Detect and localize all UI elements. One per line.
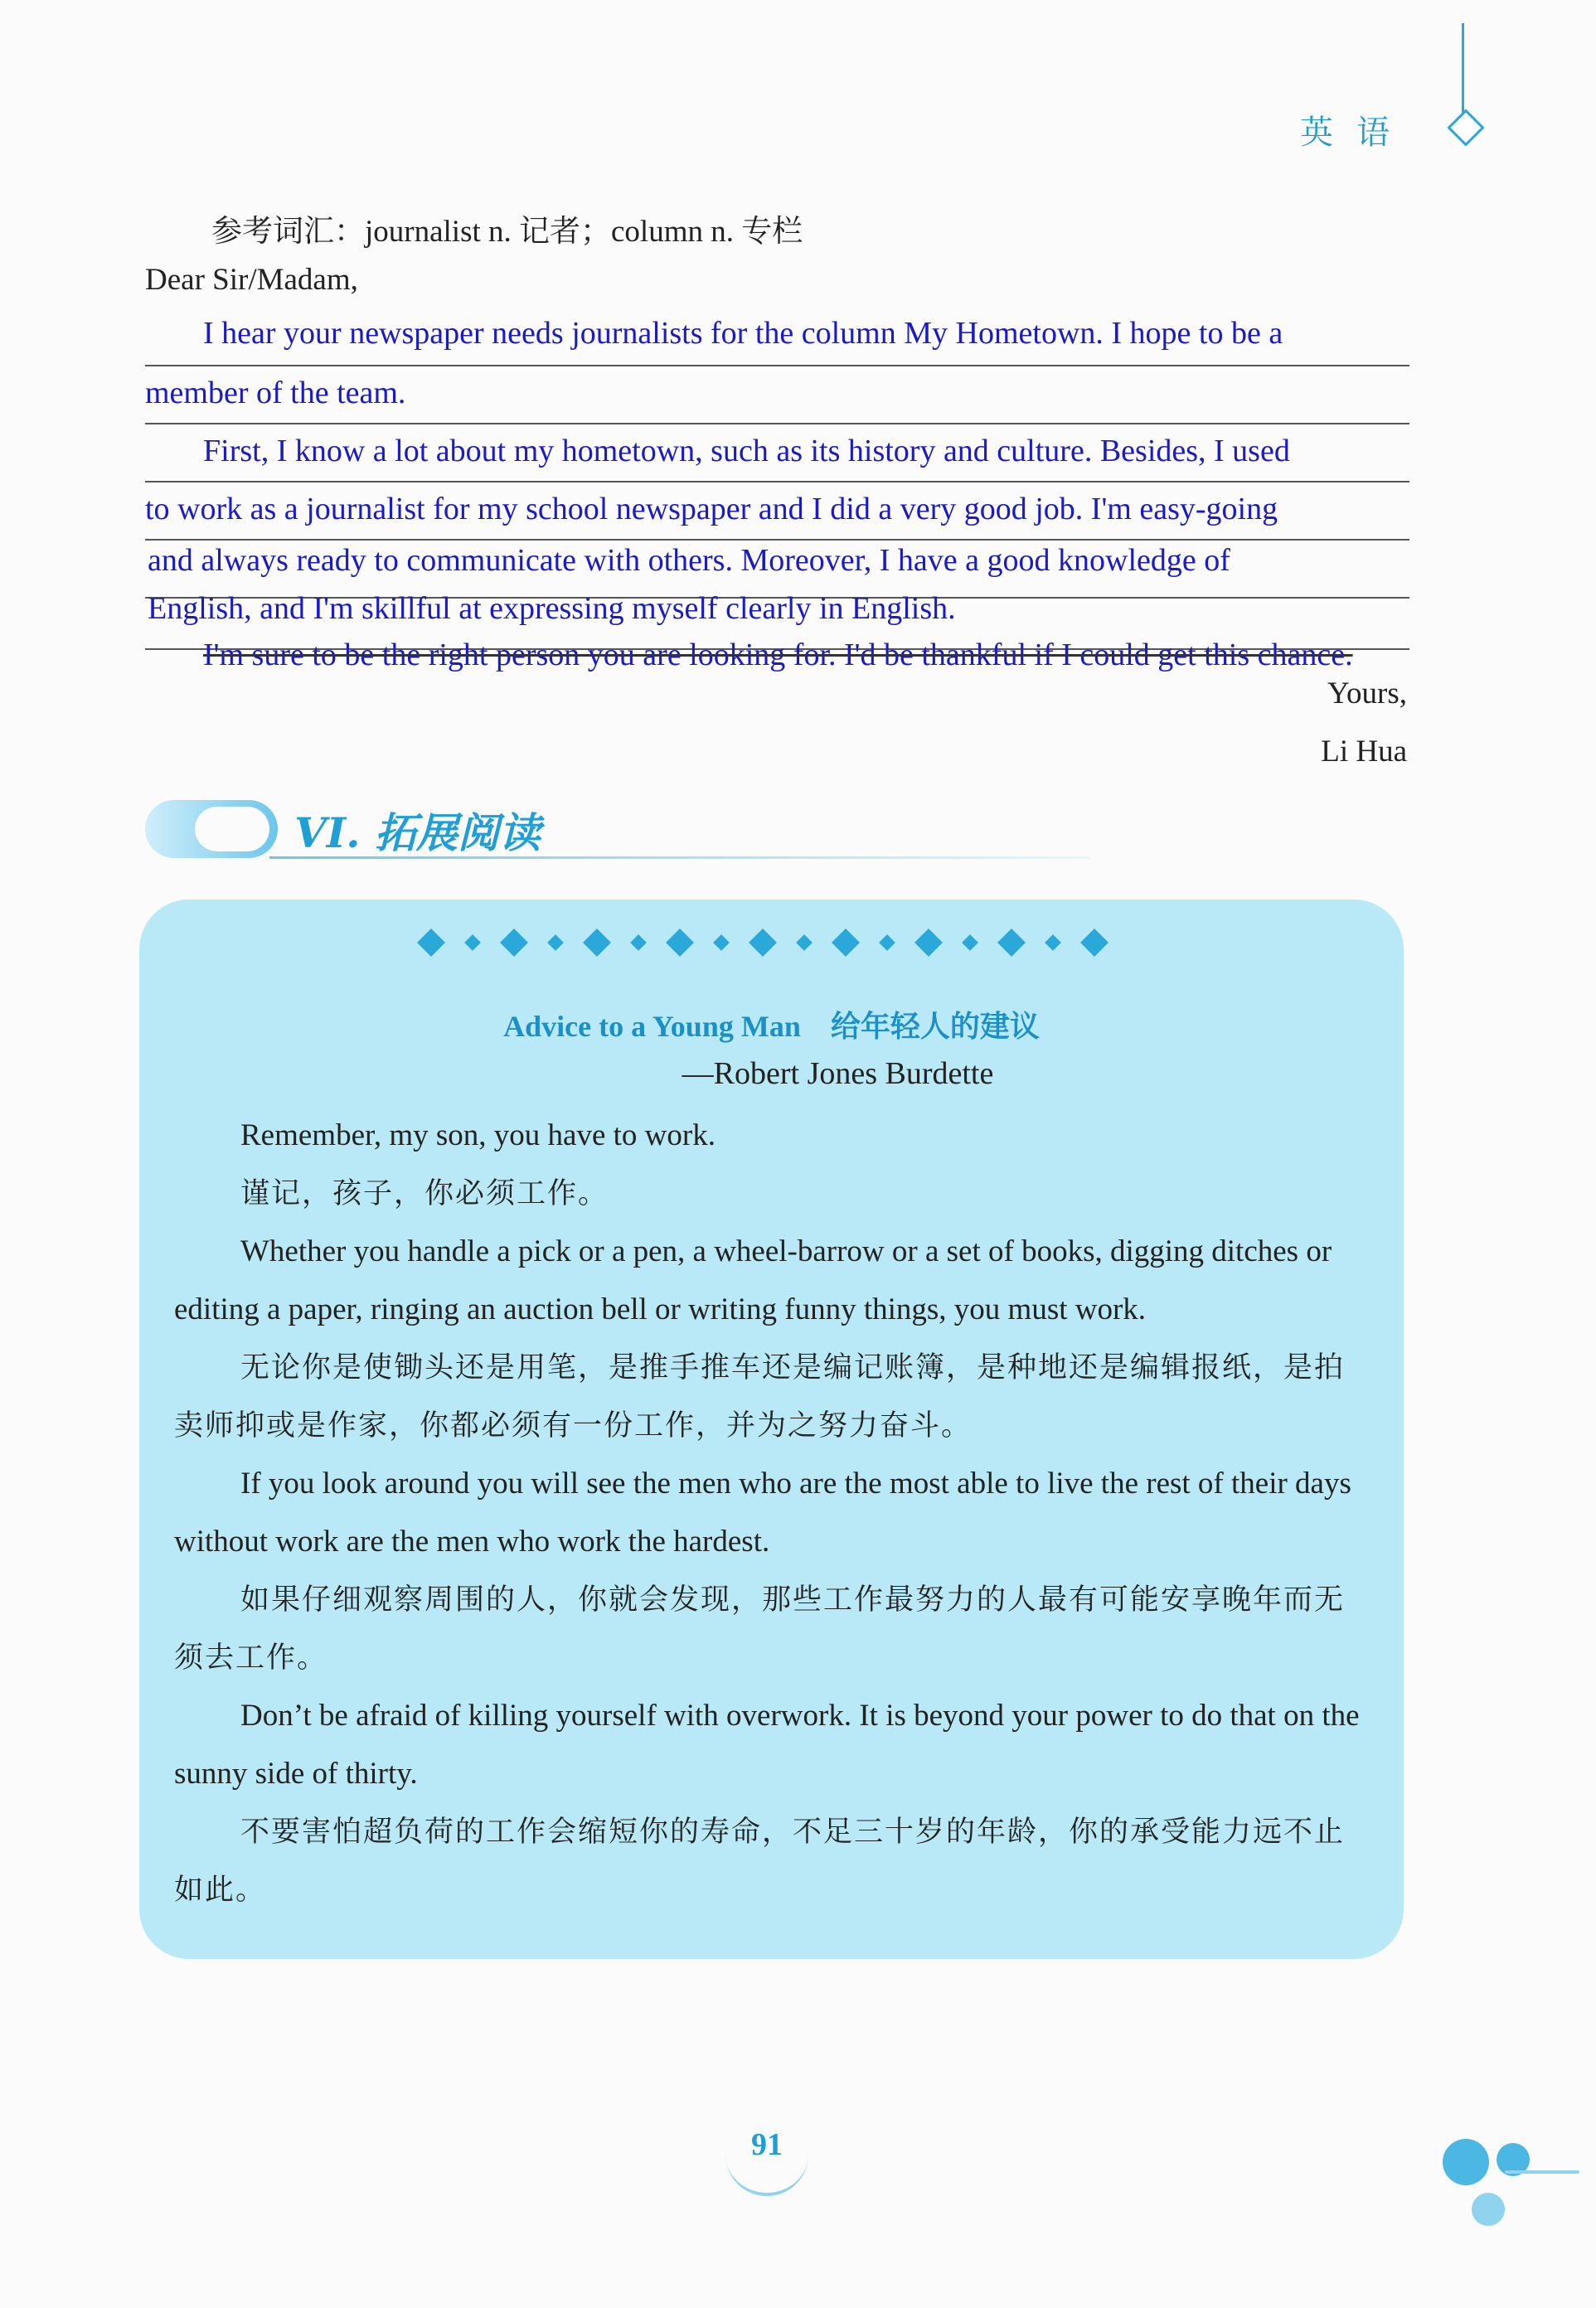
diamond-icon [713,934,730,951]
diamond-icon [547,934,564,951]
diamond-row-decoration [421,928,1242,958]
diamond-icon [914,929,943,957]
banner-pill-decoration [145,800,278,858]
reading-paragraph: If you look around you will see the men who are the most able to live the rest of their days without work are the men who work the hardest. [174,1467,1351,1559]
bubble-decoration [1443,2139,1489,2185]
reading-title: Advice to a Young Man 给年轻人的建议 [503,1010,1040,1043]
reading-box [139,899,1404,1959]
section-banner [145,800,941,858]
reading-paragraph: 如果仔细观察周围的人，你就会发现，那些工作最努力的人最有可能安享晚年而无须去工作。 [174,1583,1346,1675]
diamond-icon [749,929,777,957]
letter-line: member of the team. [145,376,406,410]
bubble-decoration [1472,2193,1505,2226]
letter-signature: Li Hua [1321,735,1407,769]
subject-label: 英语 [1300,114,1413,152]
diamond-icon [500,929,528,957]
diamond-icon [879,934,895,951]
vocabulary-hint: 参考词汇：journalist n. 记者；column n. 专栏 [211,215,803,249]
header-divider-line [1462,23,1464,114]
reading-paragraph: 不要害怕超负荷的工作会缩短你的寿命，不足三十岁的年龄，你的承受能力远不止如此。 [174,1816,1346,1907]
writing-rule [145,481,1409,482]
branch-decoration [1505,2170,1579,2174]
letter-line: First, I know a lot about my hometown, such as its history and culture. Besides, I used [203,434,1290,468]
letter-line: and always ready to communicate with others. Moreover, I have a good knowledge of [148,543,1230,578]
writing-rule [145,365,1409,366]
diamond-icon [630,934,647,951]
reading-author: —Robert Jones Burdette [682,1056,994,1091]
letter-line: I'm sure to be the right person you are looking for. I'd be thankful if I could get this chance. [203,638,1353,672]
diamond-icon [1045,934,1061,951]
letter-salutation: Dear Sir/Madam, [145,263,358,297]
diamond-icon [583,929,611,957]
writing-rule [145,423,1409,424]
diamond-icon [962,934,978,951]
diamond-icon [464,934,481,951]
reading-paragraph: 无论你是使锄头还是用笔，是推手推车还是编记账簿，是种地还是编辑报纸，是拍卖师抑或是作家，你都必须有一份工作，并为之努力奋斗。 [174,1351,1346,1442]
page-number: 91 [751,2127,783,2162]
letter-line: English, and I'm skillful at expressing myself clearly in English. [148,591,956,626]
diamond-icon [832,929,860,957]
page-number-arc-decoration [725,2143,808,2196]
diamond-icon [417,929,445,957]
diamond-icon [997,929,1026,957]
reading-paragraph: Whether you handle a pick or a pen, a wheel-barrow or a set of books, digging ditches or editing a paper, ringing an auction bell or writing funny things, you must work. [174,1234,1332,1326]
writing-rule [145,539,1409,541]
diamond-icon [666,929,694,957]
reading-paragraph: Don’t be afraid of killing yourself with overwork. It is beyond your power to do that on the sunny side of thirty. [174,1699,1360,1791]
diamond-icon [796,934,813,951]
letter-line: I hear your newspaper needs journalists for the column My Hometown. I hope to be a [203,316,1283,351]
letter-line: to work as a journalist for my school newspaper and I did a very good job. I'm easy-going [145,492,1278,526]
reading-paragraph: Remember, my son, you have to work. [240,1118,716,1152]
letter-closing: Yours, [1327,676,1407,710]
section-title: VI. 拓展阅读 [294,808,541,857]
diamond-icon [1080,929,1108,957]
reading-paragraph: 谨记，孩子，你必须工作。 [240,1177,609,1210]
diamond-icon [1447,109,1484,146]
